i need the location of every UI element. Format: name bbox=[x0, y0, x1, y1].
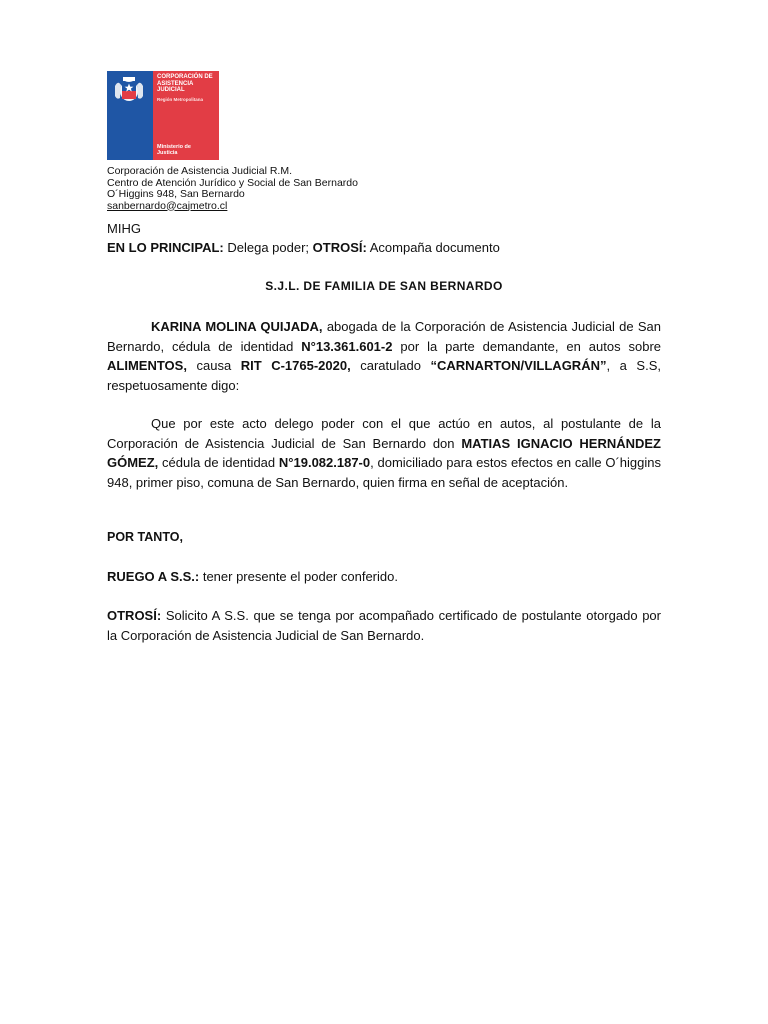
delegate-name: MATIAS IGNACIO HERNÁNDEZ GÓMEZ, bbox=[107, 435, 661, 470]
logo-blue-panel bbox=[107, 71, 153, 160]
por-tanto-heading: POR TANTO, bbox=[107, 530, 183, 544]
header-line-1: Corporación de Asistencia Judicial R.M. bbox=[107, 165, 293, 177]
court-title: S.J.L. DE FAMILIA DE SAN BERNARDO bbox=[265, 279, 503, 293]
principal-text: Delega poder; bbox=[223, 240, 313, 255]
header-line-3: O´Higgins 948, San Bernardo bbox=[107, 188, 245, 200]
lawyer-name: KARINA MOLINA QUIJADA, bbox=[151, 319, 323, 334]
logo-org-name: CORPORACIÓN DE ASISTENCIA JUDICIAL bbox=[157, 74, 213, 93]
principal-label: EN LO PRINCIPAL: bbox=[107, 240, 224, 255]
logo-red-panel bbox=[153, 71, 219, 160]
ruego-label: RUEGO A S.S.: bbox=[107, 569, 200, 584]
paragraph2-text-2: cédula de identidad bbox=[158, 455, 279, 470]
otrosi-label: OTROSÍ: bbox=[312, 240, 367, 255]
paragraph-appearance bbox=[107, 317, 661, 395]
case-caption: “CARNARTON/VILLAGRÁN” bbox=[430, 358, 607, 373]
coat-of-arms-icon bbox=[111, 75, 147, 105]
sender-address-block bbox=[107, 166, 358, 212]
lawyer-rut: N°13.361.601-2 bbox=[301, 338, 393, 354]
institution-logo bbox=[107, 71, 219, 160]
paragraph2-text-1: Que por este acto delego poder con el que actúo en autos, al postulante de la Corporación de Asistencia Judicial de San Bernardo don bbox=[107, 416, 661, 451]
sumilla bbox=[107, 240, 500, 255]
paragraph1-text-5: , a S.S, respetuosamente digo: bbox=[107, 358, 661, 393]
delegate-rut: N°19.082.187-0 bbox=[278, 455, 371, 470]
otrosi-paragraph bbox=[107, 606, 661, 645]
ruego-line bbox=[107, 569, 398, 584]
email-link[interactable]: sanbernardo@cajmetro.cl bbox=[107, 199, 228, 212]
paragraph1-text-2: por la parte demandante, en autos sobre bbox=[392, 338, 662, 354]
otrosi-paragraph-text: Solicito A S.S. que se tenga por acompañado certificado de postulante otorgado por la Corporación de Asistencia Judicial de San Bernardo. bbox=[107, 608, 661, 643]
author-initials: MIHG bbox=[107, 221, 141, 236]
paragraph2-text-3: , domiciliado para estos efectos en calle O´higgins 948, primer piso, comuna de San Bernardo, quien firma en señal de aceptación. bbox=[107, 455, 662, 490]
otrosi-text: Acompaña documento bbox=[366, 240, 500, 255]
paragraph1-text-1: abogada de la Corporación de Asistencia Judicial de San Bernardo, cédula de identidad bbox=[107, 319, 662, 354]
paragraph-delegation bbox=[107, 414, 661, 492]
otrosi-paragraph-label: OTROSÍ: bbox=[107, 608, 162, 623]
ruego-text: tener presente el poder conferido. bbox=[199, 569, 398, 584]
logo-ministry: Ministerio de Justicia bbox=[157, 144, 191, 156]
case-rit: RIT C-1765-2020, bbox=[240, 358, 351, 373]
header-line-2: Centro de Atención Jurídico y Social de San Bernardo bbox=[107, 176, 358, 189]
paragraph1-text-4: caratulado bbox=[350, 358, 431, 373]
case-subject: ALIMENTOS, bbox=[107, 358, 187, 373]
logo-region: Región Metropolitana bbox=[157, 97, 203, 102]
paragraph1-text-3: causa bbox=[186, 358, 241, 373]
